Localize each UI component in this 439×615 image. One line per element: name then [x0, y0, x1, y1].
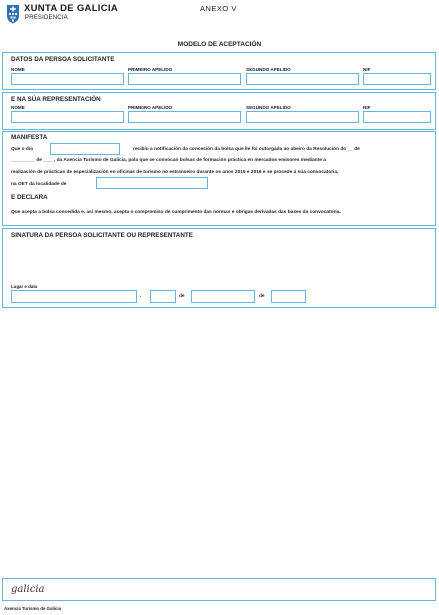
- representative-section: [2, 92, 436, 130]
- signature-section: [2, 228, 436, 308]
- oet-locality-field[interactable]: [96, 177, 208, 189]
- org-name: XUNTA DE GALICIA: [24, 3, 118, 14]
- department-name: PRESIDENCIA: [25, 15, 68, 21]
- applicant-section-title: DATOS DA PERSOA SOLICITANTE: [11, 56, 115, 63]
- annex-label: ANEXO V: [200, 4, 237, 13]
- applicant-surname1-label: PRIMEIRO APELIDO: [128, 67, 173, 72]
- representative-surname1-field[interactable]: [128, 111, 241, 123]
- representative-nif-label: NIF: [363, 105, 371, 110]
- manifesta-section-title: MANIFESTA: [11, 134, 48, 141]
- manifesta-text-day-label: Que o día: [11, 147, 33, 152]
- manifesta-text-locality-label: na OET da localidade de: [11, 182, 67, 187]
- manifesta-text-line3: realización de prácticas de especialización en oficinas de turismo no estranxeiro durante os anos 2015 e 2016 e se procede á súa convocatoria,: [11, 170, 339, 175]
- applicant-surname2-field[interactable]: [246, 73, 359, 85]
- year-field[interactable]: [271, 290, 306, 303]
- manifesta-text-line2: _________ de ____, da Axencia Turismo de Galicia, pola que se convocan bolsas de formación práctica en mercados emisores mediante a: [11, 158, 326, 163]
- notification-day-field[interactable]: [50, 143, 120, 155]
- xunta-emblem-icon: [6, 4, 20, 24]
- applicant-section: [2, 52, 436, 90]
- applicant-surname2-label: SEGUNDO APELIDO: [246, 67, 291, 72]
- footer-agency-name: Axencia Turismo de Galicia: [4, 606, 62, 611]
- representative-surname2-field[interactable]: [246, 111, 359, 123]
- applicant-name-field[interactable]: [11, 73, 124, 85]
- representative-name-field[interactable]: [11, 111, 124, 123]
- applicant-nif-label: NIF: [363, 67, 371, 72]
- representative-name-label: NOME: [11, 105, 25, 110]
- manifesta-section: [2, 131, 436, 226]
- month-field[interactable]: [191, 290, 255, 303]
- representative-nif-field[interactable]: [363, 111, 431, 123]
- applicant-nif-field[interactable]: [363, 73, 431, 85]
- applicant-name-label: NOME: [11, 67, 25, 72]
- place-field[interactable]: [11, 290, 137, 303]
- place-date-label: Lugar e data: [11, 284, 38, 289]
- galicia-brand-logo: galicia: [11, 584, 45, 595]
- applicant-surname1-field[interactable]: [128, 73, 241, 85]
- signature-section-title: SINATURA DA PERSOA SOLICITANTE OU REPRESENTANTE: [11, 232, 193, 239]
- de-separator-1: de: [179, 294, 185, 299]
- footer-box: [2, 578, 436, 601]
- declara-text: Que acepta a bolsa concedida e, así mesmo, acepta o compromiso de cumprimento das normas e obrigas derivadas das bases da convocatoria.: [11, 210, 341, 215]
- day-field[interactable]: [150, 290, 176, 303]
- comma-separator: ,: [140, 294, 142, 299]
- document-title: MODELO DE ACEPTACIÓN: [177, 41, 262, 48]
- declara-title: E DECLARA: [11, 194, 48, 201]
- manifesta-text-line1: recibiu a notificación da concesión da bolsa que lle foi outorgada ao abeiro da Resolución do __ de: [133, 147, 360, 152]
- representative-surname1-label: PRIMEIRO APELIDO: [128, 105, 173, 110]
- representative-surname2-label: SEGUNDO APELIDO: [246, 105, 291, 110]
- de-separator-2: de: [259, 294, 265, 299]
- representative-section-title: E NA SÚA REPRESENTACIÓN: [11, 96, 101, 103]
